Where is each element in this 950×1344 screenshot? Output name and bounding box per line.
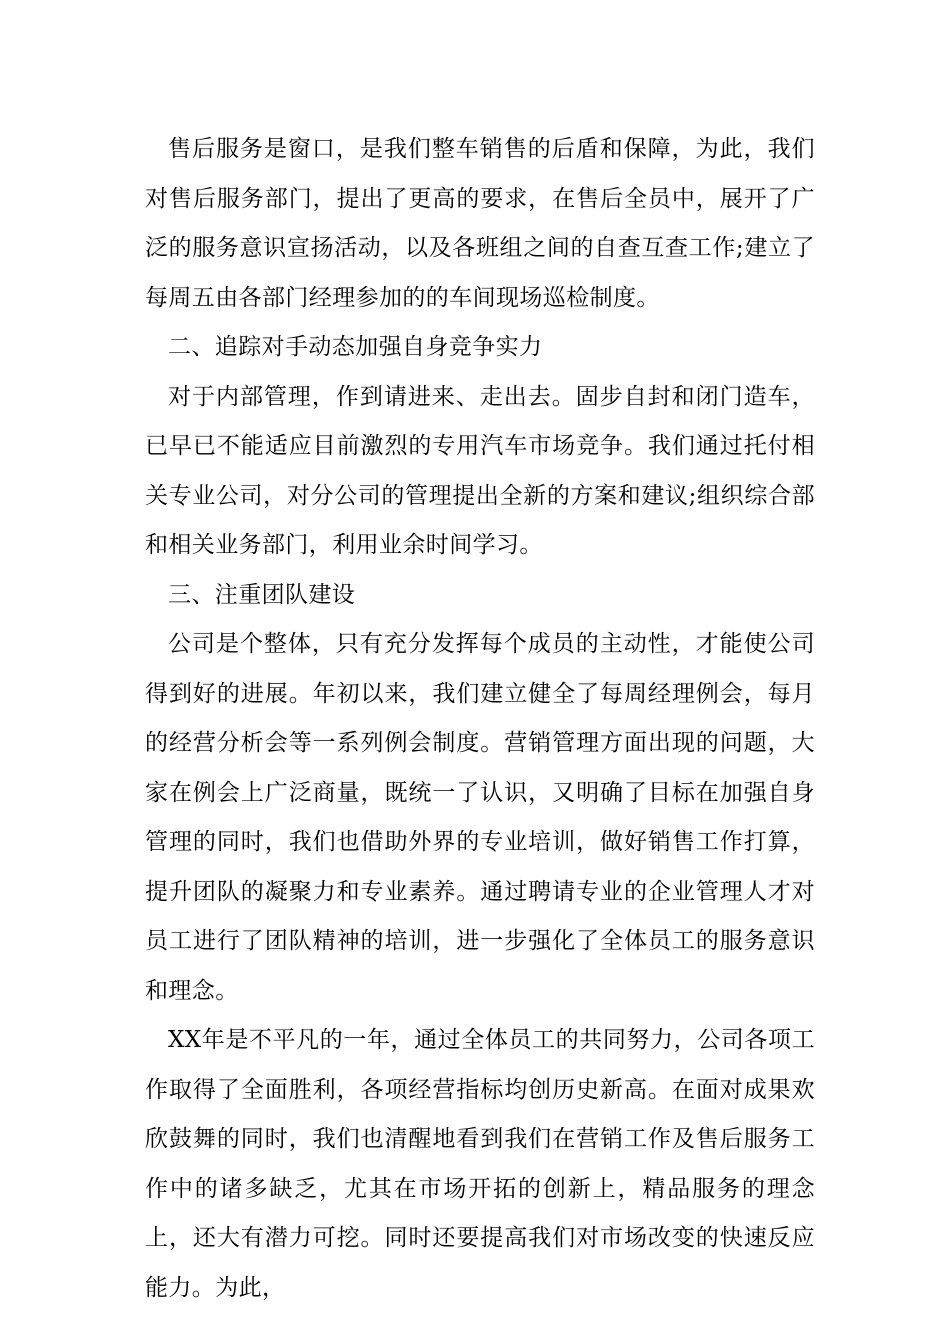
paragraph-internal-management: 对于内部管理，作到请进来、走出去。固步自封和闭门造车，已早已不能适应目前激烈的专用汽车市场竞争。我们通过托付相关专业公司，对分公司的管理提出全新的方案和建议;组织综合部和相关业务部门，利用业余时间学习。 (145, 383, 815, 558)
section-heading-2: 二、追踪对手动态加强自身竞争实力 (168, 334, 543, 360)
document-page (145, 125, 815, 1313)
paragraph-team-building: 公司是个整体，只有充分发挥每个成员的主动性，才能使公司得到好的进展。年初以来，我们建立健全了每周经理例会，每月的经营分析会等一系列例会制度。营销管理方面出现的问题，大家在例会上广泛商量，既统一了认识，又明确了目标在加强自身管理的同时，我们也借助外界的专业培训，做好销售工作打算，提升团队的凝聚力和专业素养。通过聘请专业的企业管理人才对员工进行了团队精神的培训，进一步强化了全体员工的服务意识和理念。 (145, 631, 815, 1004)
section-heading-3: 三、注重团队建设 (168, 581, 356, 608)
paragraph-year-summary: XX年是不平凡的一年，通过全体员工的共同努力，公司各项工作取得了全面胜利，各项经营指标均创历史新高。在面对成果欢欣鼓舞的同时，我们也清醒地看到我们在营销工作及售后服务工作中的诸多缺乏，尤其在市场开拓的创新上，精品服务的理念上，还大有潜力可挖。同时还要提高我们对市场改变的快速反应能力。为此， (145, 1027, 815, 1301)
paragraph-after-sales: 售后服务是窗口，是我们整车销售的后盾和保障，为此，我们对售后服务部门，提出了更高的要求，在售后全员中，展开了广泛的服务意识宣扬活动，以及各班组之间的自查互查工作;建立了每周五由各部门经理参加的的车间现场巡检制度。 (145, 136, 815, 311)
